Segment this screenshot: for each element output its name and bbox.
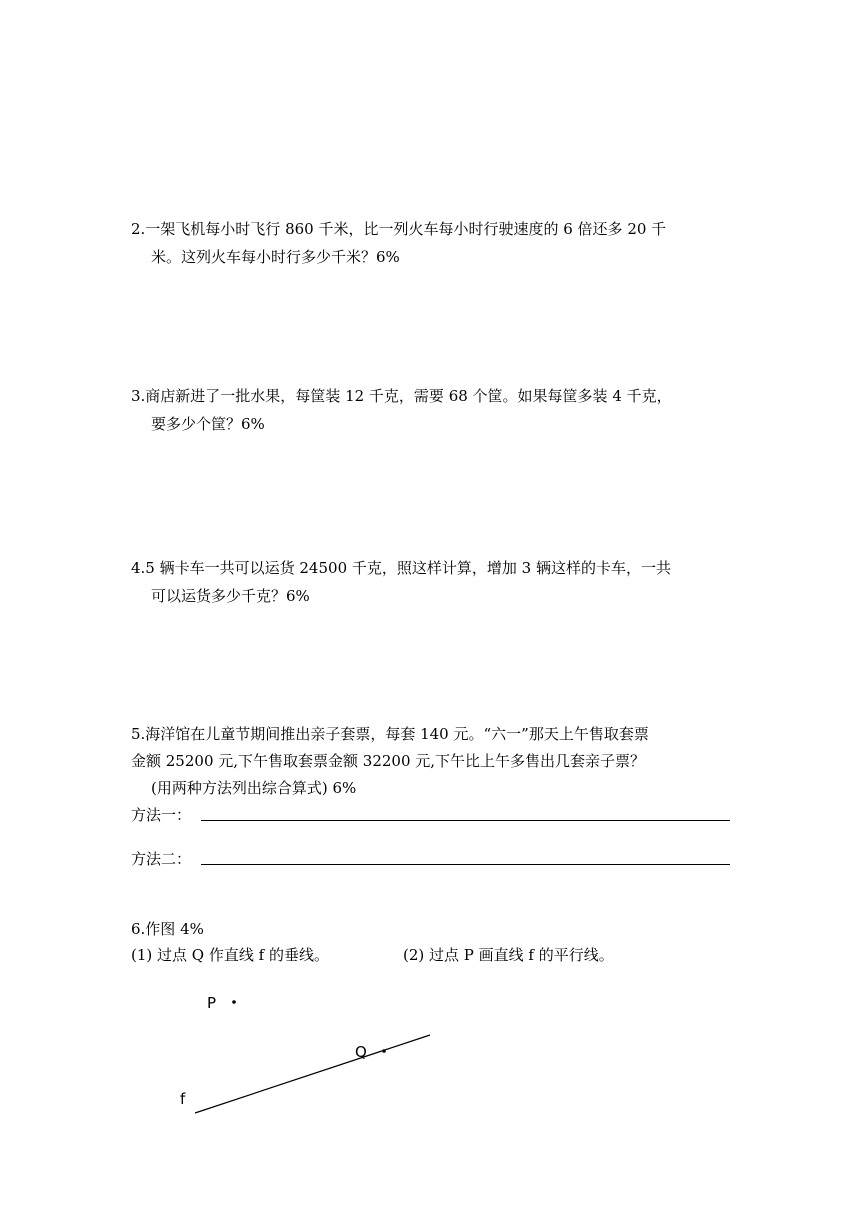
question-6-title: 6.作图 4% [131,920,204,938]
method-2-label: 方法二： [131,850,192,868]
line-f [195,1035,430,1113]
question-2-line-2: 米。这列火车每小时行多少千米？6% [151,248,400,266]
question-3-line-1: 3.商店新进了一批水果，每筐装 12 千克，需要 68 个筐。如果每筐多装 4 千克， [131,387,672,405]
question-3-line-2: 要多少个筐？6% [151,415,265,433]
point-q-label: Q [355,1043,367,1061]
question-5-line-1: 5.海洋馆在儿童节期间推出亲子套票，每套 140 元。“六一”那天上午售取套票 [131,725,649,743]
question-5-line-2: 金额 25200 元,下午售取套票金额 32200 元,下午比上午多售出几套亲子票？ [131,752,646,770]
question-6-part-1: (1) 过点 Q 作直线 f 的垂线。 [131,946,329,964]
question-2-line-1: 2.一架飞机每小时飞行 860 千米，比一列火车每小时行驶速度的 6 倍还多 20 千 [131,220,667,238]
question-5-line-3: (用两种方法列出综合算式) 6% [151,779,357,797]
point-p [232,1000,236,1004]
question-4-line-2: 可以运货多少千克？6% [151,587,310,605]
line-f-label: f [180,1090,186,1108]
question-6-part-2: (2) 过点 P 画直线 f 的平行线。 [403,946,614,964]
question-4-line-1: 4.5 辆卡车一共可以运货 24500 千克，照这样计算，增加 3 辆这样的卡车，一共 [131,559,671,577]
point-p-label: P [207,994,217,1012]
point-q [382,1049,386,1053]
method-1-label: 方法一： [131,806,192,824]
